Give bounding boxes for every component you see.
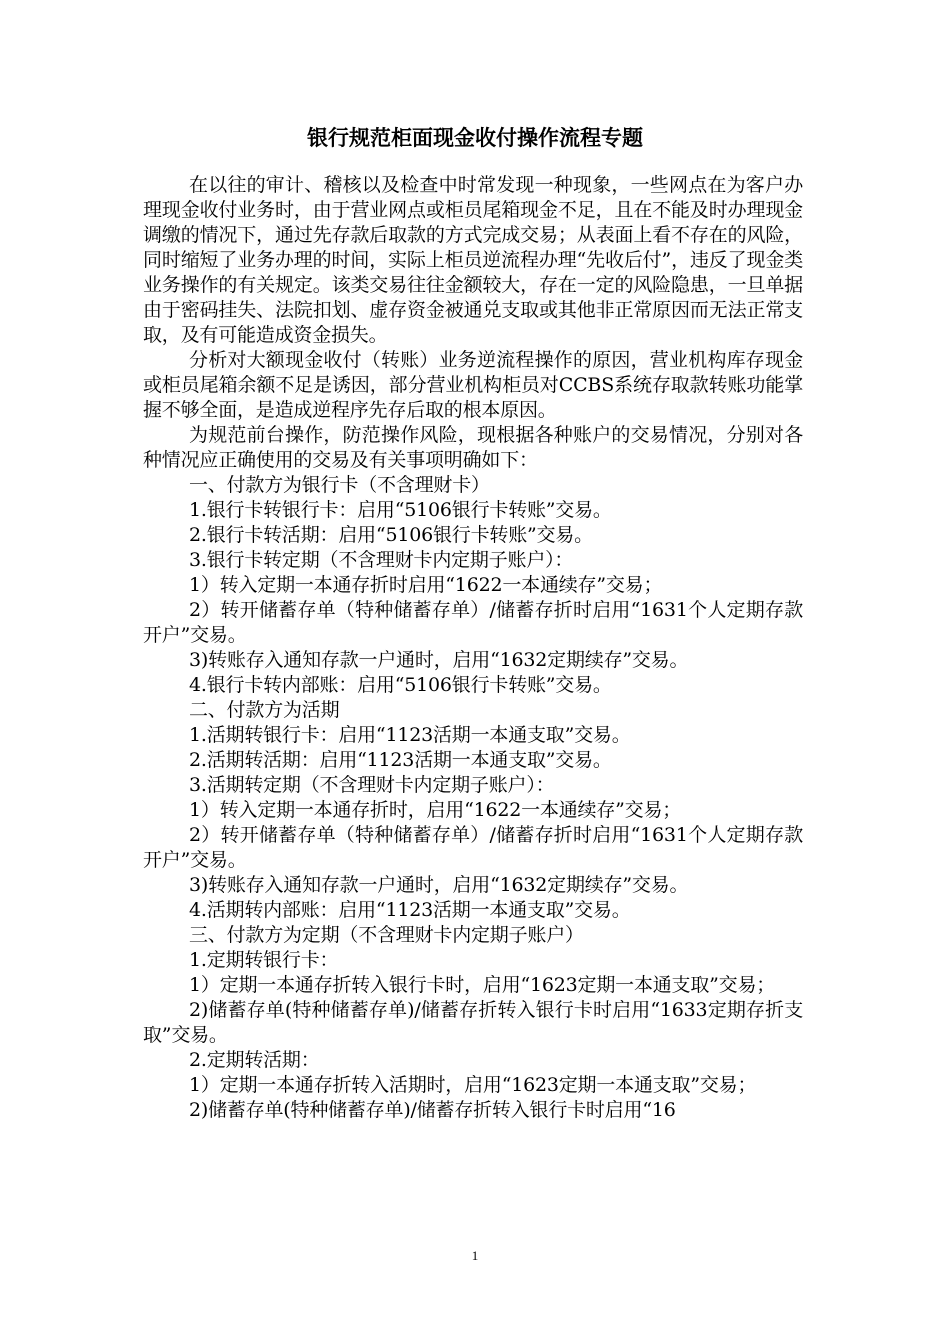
paragraph: 为规范前台操作，防范操作风险，现根据各种账户的交易情况，分别对各种情况应正确使用的交易及有关事项明确如下： xyxy=(143,424,803,471)
list-item: 3)转账存入通知存款一户通时，启用“1632定期续存”交易。 xyxy=(189,874,689,896)
list-item: 2)储蓄存单(特种储蓄存单)/储蓄存折转入银行卡时启用“1633定期存折支取”交易。 xyxy=(143,999,803,1046)
section-heading: 二、付款方为活期 xyxy=(189,699,340,721)
list-item: 4.活期转内部账：启用“1123活期一本通支取”交易。 xyxy=(189,899,631,921)
list-item: 3.活期转定期（不含理财卡内定期子账户）： xyxy=(189,774,555,796)
list-item: 4.银行卡转内部账：启用“5106银行卡转账”交易。 xyxy=(189,674,612,696)
list-item: 3.银行卡转定期（不含理财卡内定期子账户）： xyxy=(189,549,574,571)
list-item: 2）转开储蓄存单（特种储蓄存单）/储蓄存折时启用“1631个人定期存款开户”交易。 xyxy=(143,824,803,871)
page-number: 1 xyxy=(471,1248,479,1263)
section-heading: 一、付款方为银行卡（不含理财卡） xyxy=(189,474,490,496)
list-item: 2.活期转活期：启用“1123活期一本通支取”交易。 xyxy=(189,749,612,771)
list-item: 2）转开储蓄存单（特种储蓄存单）/储蓄存折时启用“1631个人定期存款开户”交易。 xyxy=(143,599,803,646)
document-title: 银行规范柜面现金收付操作流程专题 xyxy=(307,126,643,150)
list-item: 2.银行卡转活期：启用“5106银行卡转账”交易。 xyxy=(189,524,593,546)
section-heading: 三、付款方为定期（不含理财卡内定期子账户） xyxy=(189,924,584,946)
list-item: 2.定期转活期： xyxy=(189,1049,320,1071)
list-item: 1.定期转银行卡： xyxy=(189,949,339,971)
list-item: 1.银行卡转银行卡：启用“5106银行卡转账”交易。 xyxy=(189,499,612,521)
list-item: 1）定期一本通存折转入银行卡时，启用“1623定期一本通支取”交易； xyxy=(189,974,776,996)
document-body xyxy=(143,173,803,1123)
paragraph: 在以往的审计、稽核以及检查中时常发现一种现象，一些网点在为客户办理现金收付业务时，由于营业网点或柜员尾箱现金不足，且在不能及时办理现金调缴的情况下，通过先存款后取款的方式完成交易；从表面上看不存在的风险，同时缩短了业务办理的时间，实际上柜员逆流程办理“先收后付”，违反了现金类业务操作的有关规定。该类交易往往金额较大，存在一定的风险隐患，一旦单据由于密码挂失、法院扣划、虚存资金被通兑支取或其他非正常原因而无法正常支取，及有可能造成资金损失。 xyxy=(143,174,803,346)
list-item: 2)储蓄存单(特种储蓄存单)/储蓄存折转入银行卡时启用“16 xyxy=(189,1099,676,1121)
list-item: 1）定期一本通存折转入活期时，启用“1623定期一本通支取”交易； xyxy=(189,1074,757,1096)
list-item: 1.活期转银行卡：启用“1123活期一本通支取”交易。 xyxy=(189,724,631,746)
paragraph: 分析对大额现金收付（转账）业务逆流程操作的原因，营业机构库存现金或柜员尾箱余额不足是诱因，部分营业机构柜员对CCBS系统存取款转账功能掌握不够全面，是造成逆程序先存后取的根本原因。 xyxy=(143,349,803,421)
list-item: 3)转账存入通知存款一户通时，启用“1632定期续存”交易。 xyxy=(189,649,689,671)
list-item: 1）转入定期一本通存折时启用“1622一本通续存”交易； xyxy=(189,574,663,596)
list-item: 1）转入定期一本通存折时，启用“1622一本通续存”交易； xyxy=(189,799,682,821)
